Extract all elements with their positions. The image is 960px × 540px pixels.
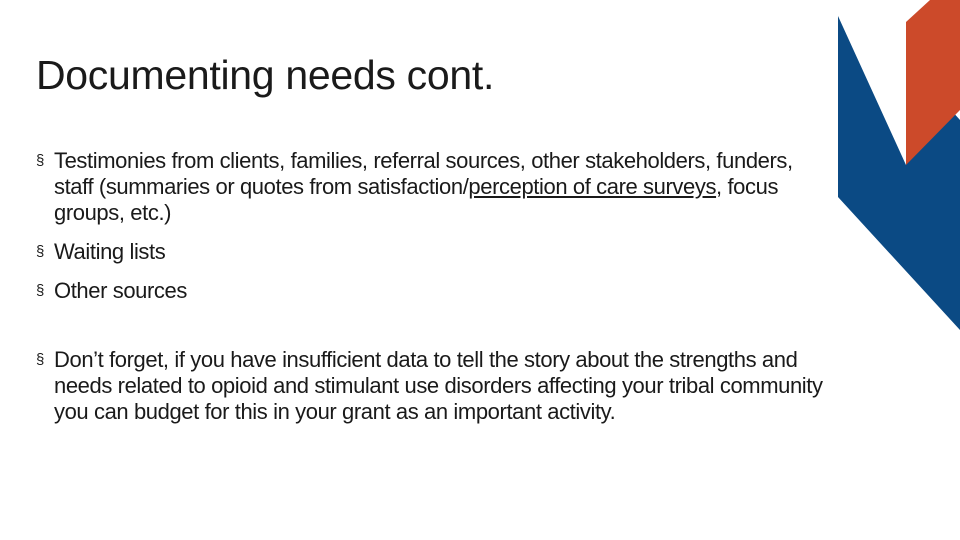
bullet-item-testimonies (36, 148, 836, 226)
bullet-marker: § (36, 282, 44, 299)
bullet-text: Testimonies from clients, families, referral sources, other stakeholders, funders, staff (summaries or quotes from satisfaction/ (54, 148, 793, 199)
bullet-item-waiting-lists (36, 239, 836, 265)
bullet-item-dont-forget (36, 347, 836, 425)
bullet-marker: § (36, 243, 44, 260)
bullet-text: Waiting lists (54, 239, 166, 264)
bullet-item-other-sources (36, 278, 836, 304)
underlined-text: perception of care surveys (468, 174, 717, 199)
slide-title: Documenting needs cont. (36, 52, 495, 98)
bullet-text-end: , focus groups, etc.) (54, 174, 779, 225)
bullet-marker: § (36, 351, 44, 368)
bullet-list (36, 148, 836, 438)
bullet-text: Other sources (54, 278, 187, 303)
bullet-text: Don’t forget, if you have insufficient data to tell the story about the strengths and needs related to opioid and stimulant use disorders affecting your tribal community you can budget for this in your grant as an important activity. (54, 347, 823, 424)
bullet-marker: § (36, 152, 44, 169)
